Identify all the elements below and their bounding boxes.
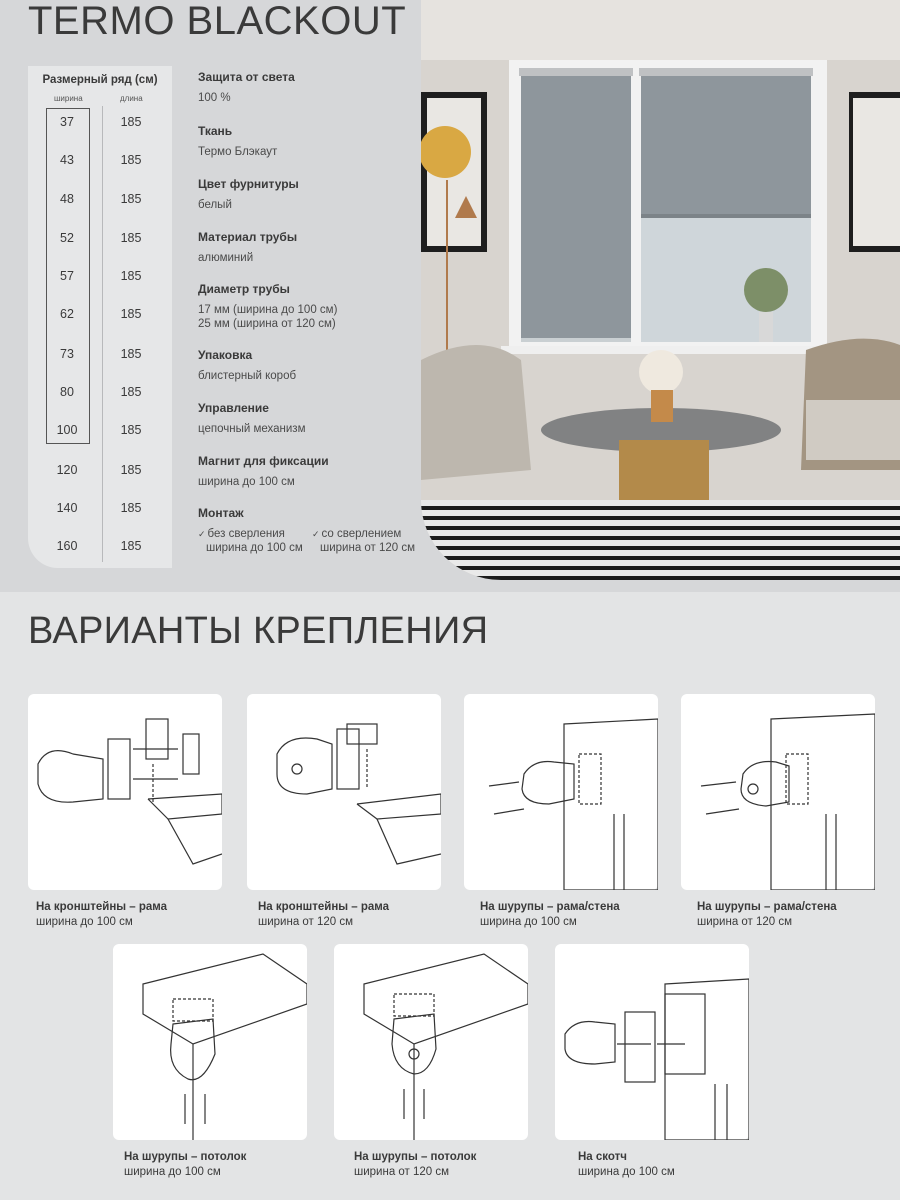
size-width: 37 xyxy=(60,115,74,129)
variant-name: На шурупы – рама/стена xyxy=(697,901,837,913)
variant-caption xyxy=(578,1150,675,1180)
variant-caption xyxy=(697,900,837,930)
variant-caption xyxy=(258,900,389,930)
spec-item xyxy=(198,454,422,489)
spec-item xyxy=(198,230,422,265)
spec-value: блистерный короб xyxy=(198,370,297,382)
variant-caption xyxy=(124,1150,246,1180)
variant-name: На кронштейны – рама xyxy=(36,901,168,913)
spec-label: Диаметр трубы xyxy=(198,282,290,296)
size-row xyxy=(28,192,172,212)
size-row xyxy=(28,307,172,327)
size-length: 185 xyxy=(120,501,142,515)
variant-name: На скотч xyxy=(578,1151,627,1163)
size-row xyxy=(28,385,172,405)
spec-value: Термо Блэкаут xyxy=(198,146,278,158)
spec-label: Упаковка xyxy=(198,348,253,362)
spec-item xyxy=(198,282,422,331)
size-row xyxy=(28,423,172,443)
variant-width: ширина от 120 см xyxy=(697,916,793,928)
size-row xyxy=(28,463,172,483)
spec-label: Магнит для фиксации xyxy=(198,454,329,468)
interior-illustration xyxy=(421,0,900,580)
mount-option-no-drill xyxy=(198,527,303,555)
screws-wall-diagram-large xyxy=(681,694,875,890)
size-row xyxy=(28,347,172,367)
spec-item xyxy=(198,70,422,105)
spec-value: 17 мм (ширина до 100 см) xyxy=(198,304,338,316)
size-width: 52 xyxy=(60,231,74,245)
bracket-frame-diagram-large xyxy=(247,694,441,890)
size-length: 185 xyxy=(120,231,142,245)
variant-caption xyxy=(480,900,620,930)
variant-card-screws-ceiling-large xyxy=(334,944,528,1140)
size-width: 100 xyxy=(56,423,78,437)
size-row xyxy=(28,539,172,559)
variant-width: ширина до 100 см xyxy=(124,1166,221,1178)
variant-card-adhesive xyxy=(555,944,749,1140)
column-divider xyxy=(102,106,103,562)
variant-width: ширина до 100 см xyxy=(480,916,577,928)
size-row xyxy=(28,269,172,289)
interior-photo xyxy=(421,0,900,580)
spec-label: Цвет фурнитуры xyxy=(198,177,299,191)
size-row xyxy=(28,115,172,135)
mount-option-sub: ширина до 100 см xyxy=(206,542,303,554)
adhesive-tape-diagram xyxy=(555,944,749,1140)
spec-item xyxy=(198,348,422,383)
size-length: 185 xyxy=(120,347,142,361)
variant-card-screws-ceiling-small xyxy=(113,944,307,1140)
size-width: 120 xyxy=(56,463,78,477)
size-width: 160 xyxy=(56,539,78,553)
width-column-label: ширина xyxy=(54,94,83,103)
spec-label: Ткань xyxy=(198,124,233,138)
size-row xyxy=(28,501,172,521)
spec-value: алюминий xyxy=(198,252,254,264)
mount-option-sub: ширина от 120 см xyxy=(320,542,416,554)
screws-ceiling-diagram xyxy=(113,944,307,1140)
mount-option-label: со сверлением xyxy=(321,528,402,540)
spec-value: ширина до 100 см xyxy=(198,476,295,488)
spec-item xyxy=(198,401,422,436)
check-icon: ✓ xyxy=(198,529,206,539)
variant-name: На шурупы – потолок xyxy=(354,1151,477,1163)
variant-width: ширина до 100 см xyxy=(36,916,133,928)
size-width: 43 xyxy=(60,153,74,167)
size-width: 57 xyxy=(60,269,74,283)
variant-width: ширина до 100 см xyxy=(578,1166,675,1178)
variant-caption xyxy=(354,1150,476,1180)
page-title: TERMO BLACKOUT xyxy=(28,0,407,43)
variant-width: ширина от 120 см xyxy=(258,916,354,928)
check-icon: ✓ xyxy=(312,529,320,539)
variant-card-screws-wall-large xyxy=(681,694,875,890)
size-length: 185 xyxy=(120,307,142,321)
size-length: 185 xyxy=(120,385,142,399)
variant-name: На шурупы – потолок xyxy=(124,1151,247,1163)
size-width: 140 xyxy=(56,501,78,515)
spec-item xyxy=(198,177,422,212)
screws-wall-diagram xyxy=(464,694,658,890)
length-column-label: длина xyxy=(120,94,143,103)
variant-name: На шурупы – рама/стена xyxy=(480,901,620,913)
section-title: ВАРИАНТЫ КРЕПЛЕНИЯ xyxy=(28,610,489,652)
size-table-header: Размерный ряд (см) xyxy=(42,74,158,86)
size-length: 185 xyxy=(120,192,142,206)
size-length: 185 xyxy=(120,423,142,437)
variant-caption xyxy=(36,900,167,930)
spec-label: Защита от света xyxy=(198,70,295,84)
size-width: 62 xyxy=(60,307,74,321)
variant-card-screws-wall-small xyxy=(464,694,658,890)
spec-value: белый xyxy=(198,199,232,211)
size-table xyxy=(28,66,172,568)
size-length: 185 xyxy=(120,539,142,553)
variant-card-bracket-small xyxy=(28,694,222,890)
screws-ceiling-diagram-large xyxy=(334,944,528,1140)
variant-name: На кронштейны – рама xyxy=(258,901,390,913)
mount-option-drill xyxy=(312,527,415,555)
spec-label: Материал трубы xyxy=(198,230,298,244)
size-row xyxy=(28,153,172,173)
size-width: 48 xyxy=(60,192,74,206)
size-length: 185 xyxy=(120,153,142,167)
spec-item xyxy=(198,124,422,159)
variant-width: ширина от 120 см xyxy=(354,1166,450,1178)
size-row xyxy=(28,231,172,251)
spec-value-2: 25 мм (ширина от 120 см) xyxy=(198,318,336,330)
size-width: 73 xyxy=(60,347,74,361)
spec-value: 100 % xyxy=(198,92,231,104)
size-width: 80 xyxy=(60,385,74,399)
spec-label: Управление xyxy=(198,401,269,415)
spec-value: цепочный механизм xyxy=(198,423,306,435)
bracket-frame-diagram xyxy=(28,694,222,890)
spec-label: Монтаж xyxy=(198,506,244,520)
variant-card-bracket-large xyxy=(247,694,441,890)
size-length: 185 xyxy=(120,269,142,283)
mount-option-label: без сверления xyxy=(207,528,285,540)
spec-item-mount xyxy=(198,506,422,521)
size-length: 185 xyxy=(120,115,142,129)
size-length: 185 xyxy=(120,463,142,477)
